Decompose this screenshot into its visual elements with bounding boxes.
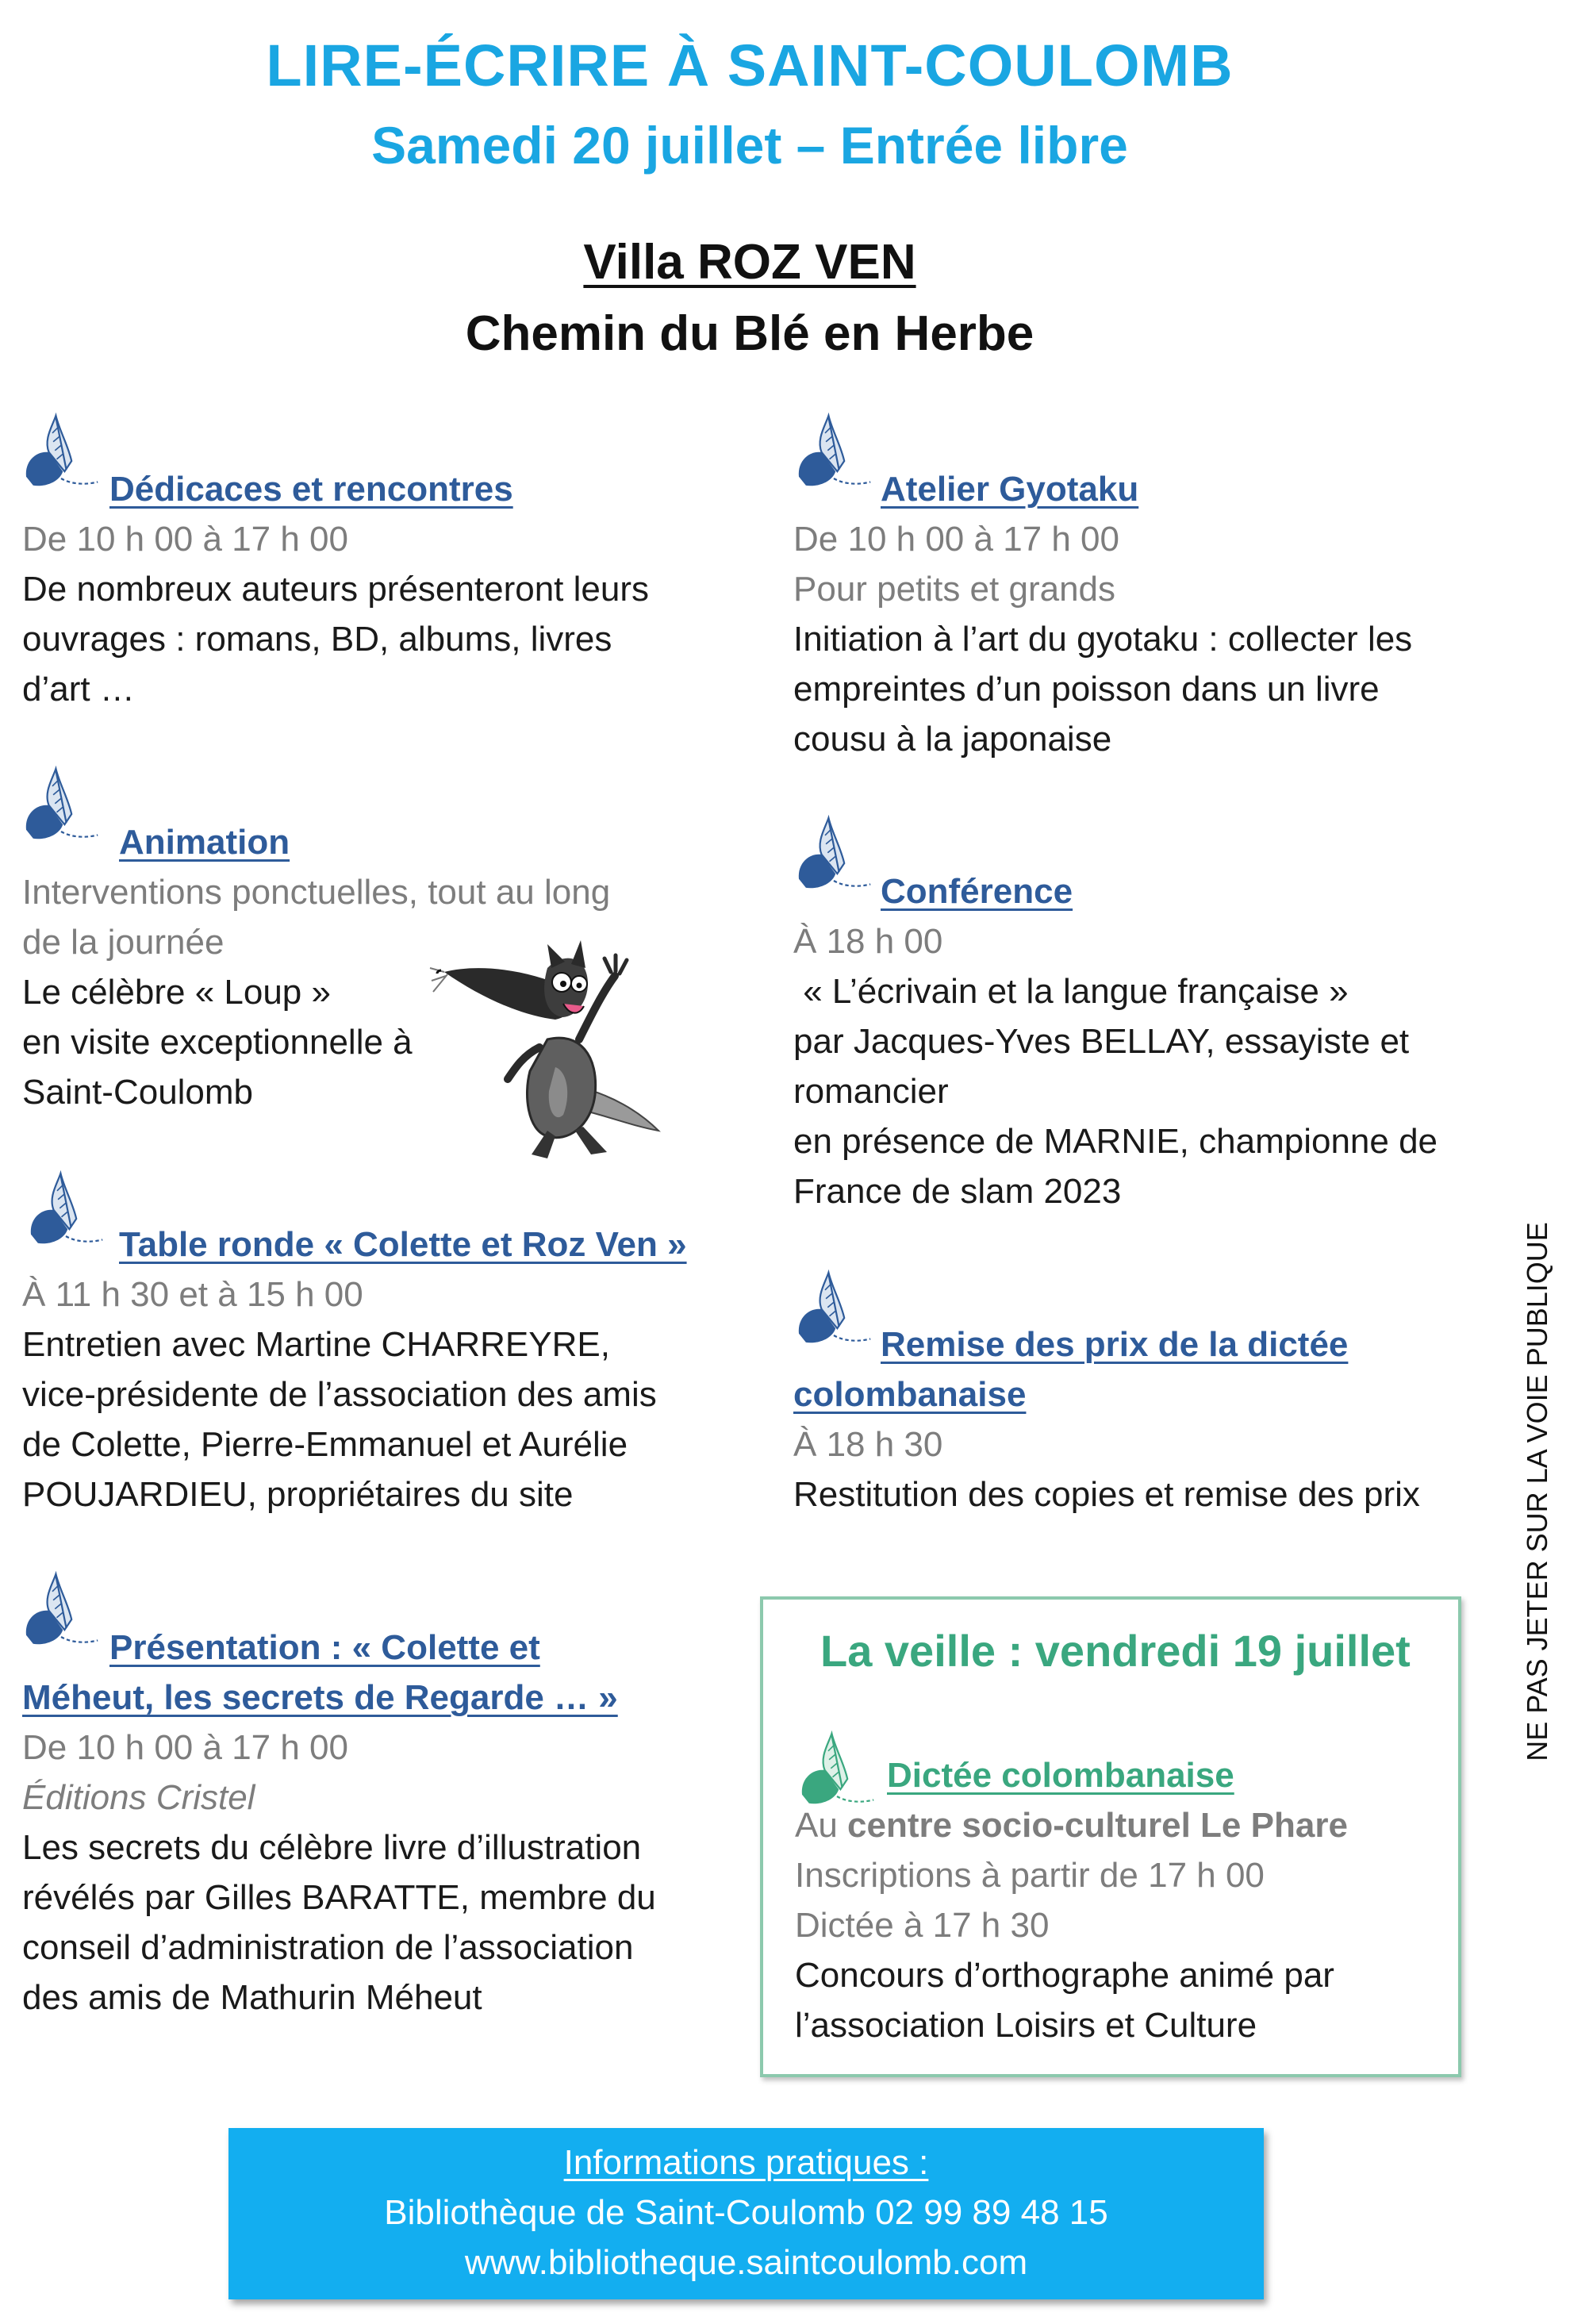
library-contact: Bibliothèque de Saint-Coulomb 02 99 89 48 15 <box>384 2193 1108 2232</box>
section-time: À 18 h 30 <box>793 1425 943 1464</box>
wolf-illustration <box>428 928 674 1166</box>
info-box <box>228 2128 1264 2299</box>
section-remise <box>793 1319 1491 1519</box>
section-dedicaces <box>22 464 704 714</box>
section-desc-line: romancier <box>793 1072 949 1111</box>
section-desc-line: Les secrets du célèbre livre d’illustration <box>22 1828 642 1867</box>
website-link[interactable]: www.bibliotheque.saintcoulomb.com <box>464 2243 1028 2282</box>
section-title[interactable]: Remise des prix de la dictée <box>881 1325 1349 1364</box>
section-desc-line: par Jacques-Yves BELLAY, essayiste et <box>793 1022 1410 1061</box>
section-audience: Pour petits et grands <box>793 570 1116 609</box>
section-desc-line: en présence de MARNIE, championne de <box>793 1122 1438 1161</box>
section-desc-line: « L’écrivain et la langue française » <box>793 972 1349 1011</box>
section-title[interactable]: Présentation : « Colette et <box>109 1628 540 1667</box>
venue-name: Villa ROZ VEN <box>583 235 916 290</box>
section-time: De 10 h 00 à 17 h 00 <box>22 1728 348 1767</box>
section-desc-line: De nombreux auteurs présenteront leurs <box>22 570 649 609</box>
section-desc-line: d’art … <box>22 670 135 709</box>
section-desc-line: Entretien avec Martine CHARREYRE, <box>22 1325 610 1364</box>
section-location: Au centre socio-culturel Le Phare <box>795 1806 1348 1845</box>
section-title[interactable]: Table ronde « Colette et Roz Ven » <box>119 1225 687 1264</box>
section-desc-line: Le célèbre « Loup » <box>22 973 331 1012</box>
section-desc-line: conseil d’administration de l’association <box>22 1928 634 1967</box>
section-desc-line: en visite exceptionnelle à <box>22 1023 413 1062</box>
venue-address: Chemin du Blé en Herbe <box>465 306 1034 361</box>
section-dictee <box>795 1750 1445 2050</box>
page-subtitle: Samedi 20 juillet – Entrée libre <box>371 116 1128 175</box>
section-desc-line: ouvrages : romans, BD, albums, livres <box>22 620 612 659</box>
section-gyotaku <box>793 464 1491 764</box>
section-title[interactable]: Conférence <box>881 872 1073 911</box>
section-time: À 18 h 00 <box>793 922 943 961</box>
section-publisher: Éditions Cristel <box>22 1778 255 1817</box>
section-table-ronde <box>22 1220 720 1519</box>
section-desc-line: des amis de Mathurin Méheut <box>22 1978 482 2017</box>
section-desc-line: Concours d’orthographe animé par <box>795 1956 1334 1995</box>
section-desc-line: Saint-Coulomb <box>22 1073 254 1112</box>
veille-heading: La veille : vendredi 19 juillet <box>820 1626 1411 1676</box>
section-desc-line: empreintes d’un poisson dans un livre <box>793 670 1380 709</box>
section-time: de la journée <box>22 923 225 962</box>
section-time: Interventions ponctuelles, tout au long <box>22 873 611 912</box>
section-title[interactable]: Dictée colombanaise <box>887 1756 1234 1795</box>
section-title[interactable]: Atelier Gyotaku <box>881 470 1139 509</box>
section-title[interactable]: Animation <box>119 823 290 862</box>
section-desc-line: de Colette, Pierre-Emmanuel et Aurélie <box>22 1425 628 1464</box>
section-desc-line: France de slam 2023 <box>793 1172 1122 1211</box>
section-registration: Inscriptions à partir de 17 h 00 <box>795 1856 1265 1895</box>
section-title[interactable]: Dédicaces et rencontres <box>109 470 513 509</box>
section-desc-line: l’association Loisirs et Culture <box>795 2006 1257 2045</box>
section-time: Dictée à 17 h 30 <box>795 1906 1050 1945</box>
section-time: De 10 h 00 à 17 h 00 <box>793 520 1119 559</box>
section-desc-line: Restitution des copies et remise des prix <box>793 1475 1420 1514</box>
section-conference <box>793 866 1491 1216</box>
section-desc-line: cousu à la japonaise <box>793 720 1112 759</box>
section-desc-line: révélés par Gilles BARATTE, membre du <box>22 1878 656 1917</box>
section-presentation <box>22 1623 720 2022</box>
veille-box <box>760 1596 1461 2077</box>
section-desc-line: Initiation à l’art du gyotaku : collecter les <box>793 620 1413 659</box>
section-time: De 10 h 00 à 17 h 00 <box>22 520 348 559</box>
section-title-continued[interactable]: Méheut, les secrets de Regarde … » <box>22 1678 618 1717</box>
section-desc-line: POUJARDIEU, propriétaires du site <box>22 1475 574 1514</box>
side-notice: NE PAS JETER SUR LA VOIE PUBLIQUE <box>1521 1222 1553 1761</box>
section-time: À 11 h 30 et à 15 h 00 <box>22 1275 363 1314</box>
info-title: Informations pratiques : <box>563 2143 929 2182</box>
page-title: LIRE-ÉCRIRE À SAINT-COULOMB <box>266 33 1234 98</box>
section-title-continued[interactable]: colombanaise <box>793 1375 1027 1414</box>
section-desc-line: vice-présidente de l’association des amis <box>22 1375 657 1414</box>
